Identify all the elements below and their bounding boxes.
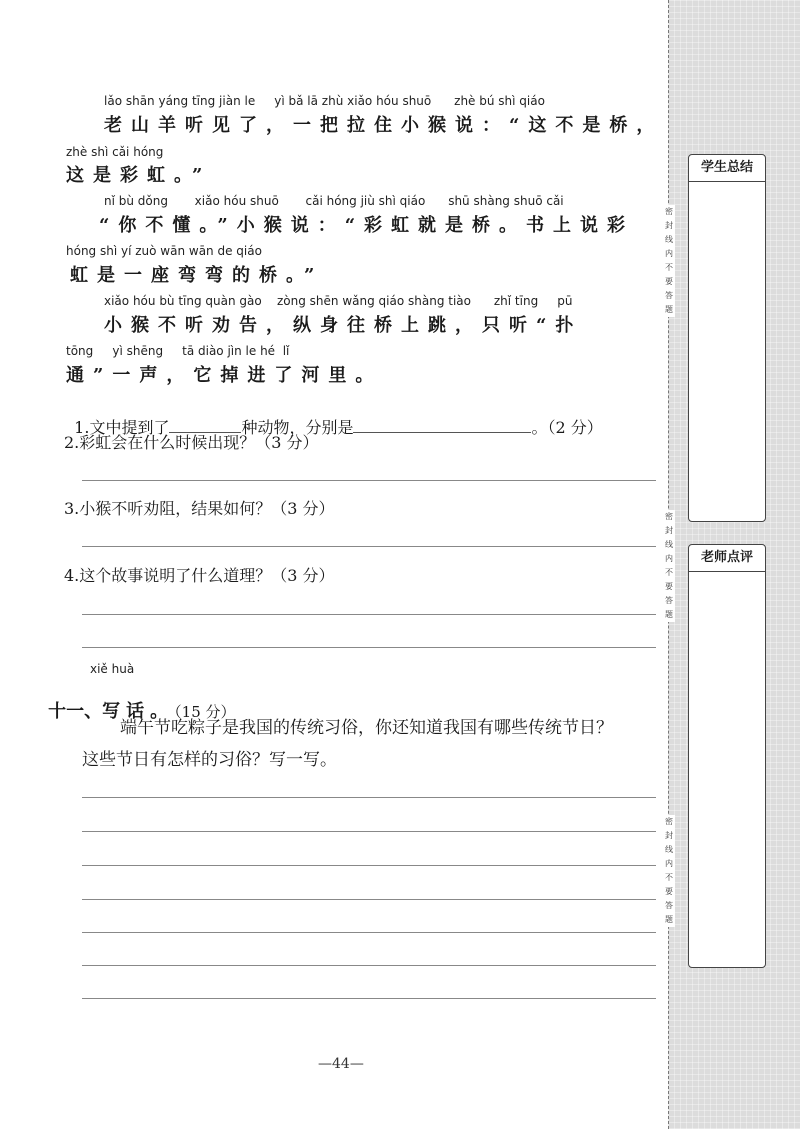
- writing-line[interactable]: [82, 965, 656, 966]
- seal-notice-3: 密 封 线 内 不 要 答 题: [663, 815, 675, 927]
- answer-line[interactable]: [82, 647, 656, 648]
- story-line: 通”一声，它掉进了河里。: [66, 365, 383, 386]
- writing-line[interactable]: [82, 831, 656, 832]
- teacher-comment-box[interactable]: [688, 544, 766, 968]
- student-summary-title: 学生总结: [689, 155, 765, 182]
- answer-blank-animals[interactable]: [353, 418, 531, 433]
- answer-line[interactable]: [82, 546, 656, 547]
- story-line: “你不懂。”小猴说：“彩虹就是桥。书上说彩: [99, 215, 635, 236]
- pinyin-line: hóng shì yí zuò wān wān de qiáo: [66, 244, 262, 258]
- page-number: —44—: [318, 1056, 364, 1072]
- writing-prompt-line-1: 端午节吃粽子是我国的传统习俗，你还知道我国有哪些传统节日？: [120, 718, 613, 738]
- writing-line[interactable]: [82, 865, 656, 866]
- pinyin-line: xiǎo hóu bù tīng quàn gào zòng shēn wǎng qiáo shàng tiào zhǐ tīng pū: [104, 294, 573, 308]
- seal-notice-1: 密 封 线 内 不 要 答 题: [663, 205, 675, 317]
- answer-line[interactable]: [82, 480, 656, 481]
- story-line: 虹是一座弯弯的桥。”: [70, 265, 324, 286]
- question-1-text-b: 种动物，分别是: [241, 418, 354, 437]
- answer-line[interactable]: [82, 614, 656, 615]
- section-title: 写话。: [102, 701, 175, 722]
- section-number: 十一、: [48, 701, 103, 722]
- teacher-comment-title: 老师点评: [689, 545, 765, 572]
- question-1-text-a: 1.文中提到了: [74, 418, 170, 437]
- writing-prompt-line-2: 这些节日有怎样的习俗？写一写。: [82, 750, 337, 770]
- writing-line[interactable]: [82, 797, 656, 798]
- question-1-text-c: 。（2 分）: [531, 418, 603, 437]
- story-line: 老山羊听见了，一把拉住小猴说：“这不是桥，: [104, 115, 664, 136]
- pinyin-line: tōng yì shēng tā diào jìn le hé lǐ: [66, 344, 290, 358]
- section-title-pinyin: xiě huà: [90, 662, 135, 676]
- story-line: 这是彩虹。”: [66, 165, 212, 186]
- writing-line[interactable]: [82, 998, 656, 999]
- question-4: 4.这个故事说明了什么道理？（3 分）: [64, 566, 335, 585]
- seal-notice-2: 密 封 线 内 不 要 答 题: [663, 510, 675, 622]
- pinyin-line: lǎo shān yáng tīng jiàn le yì bǎ lā zhù xiǎo hóu shuō zhè bú shì qiáo: [104, 94, 545, 108]
- writing-line[interactable]: [82, 932, 656, 933]
- pinyin-line: nǐ bù dǒng xiǎo hóu shuō cǎi hóng jiù shì qiáo shū shàng shuō cǎi: [104, 194, 564, 208]
- student-summary-box[interactable]: [688, 154, 766, 522]
- question-2: 2.彩虹会在什么时候出现？（3 分）: [64, 433, 319, 452]
- story-line: 小猴不听劝告，纵身往桥上跳，只听“扑: [104, 315, 583, 336]
- pinyin-line: zhè shì cǎi hóng: [66, 145, 164, 159]
- section-score: （15 分）: [174, 703, 236, 721]
- writing-line[interactable]: [82, 899, 656, 900]
- question-3: 3.小猴不听劝阻，结果如何？（3 分）: [64, 499, 335, 518]
